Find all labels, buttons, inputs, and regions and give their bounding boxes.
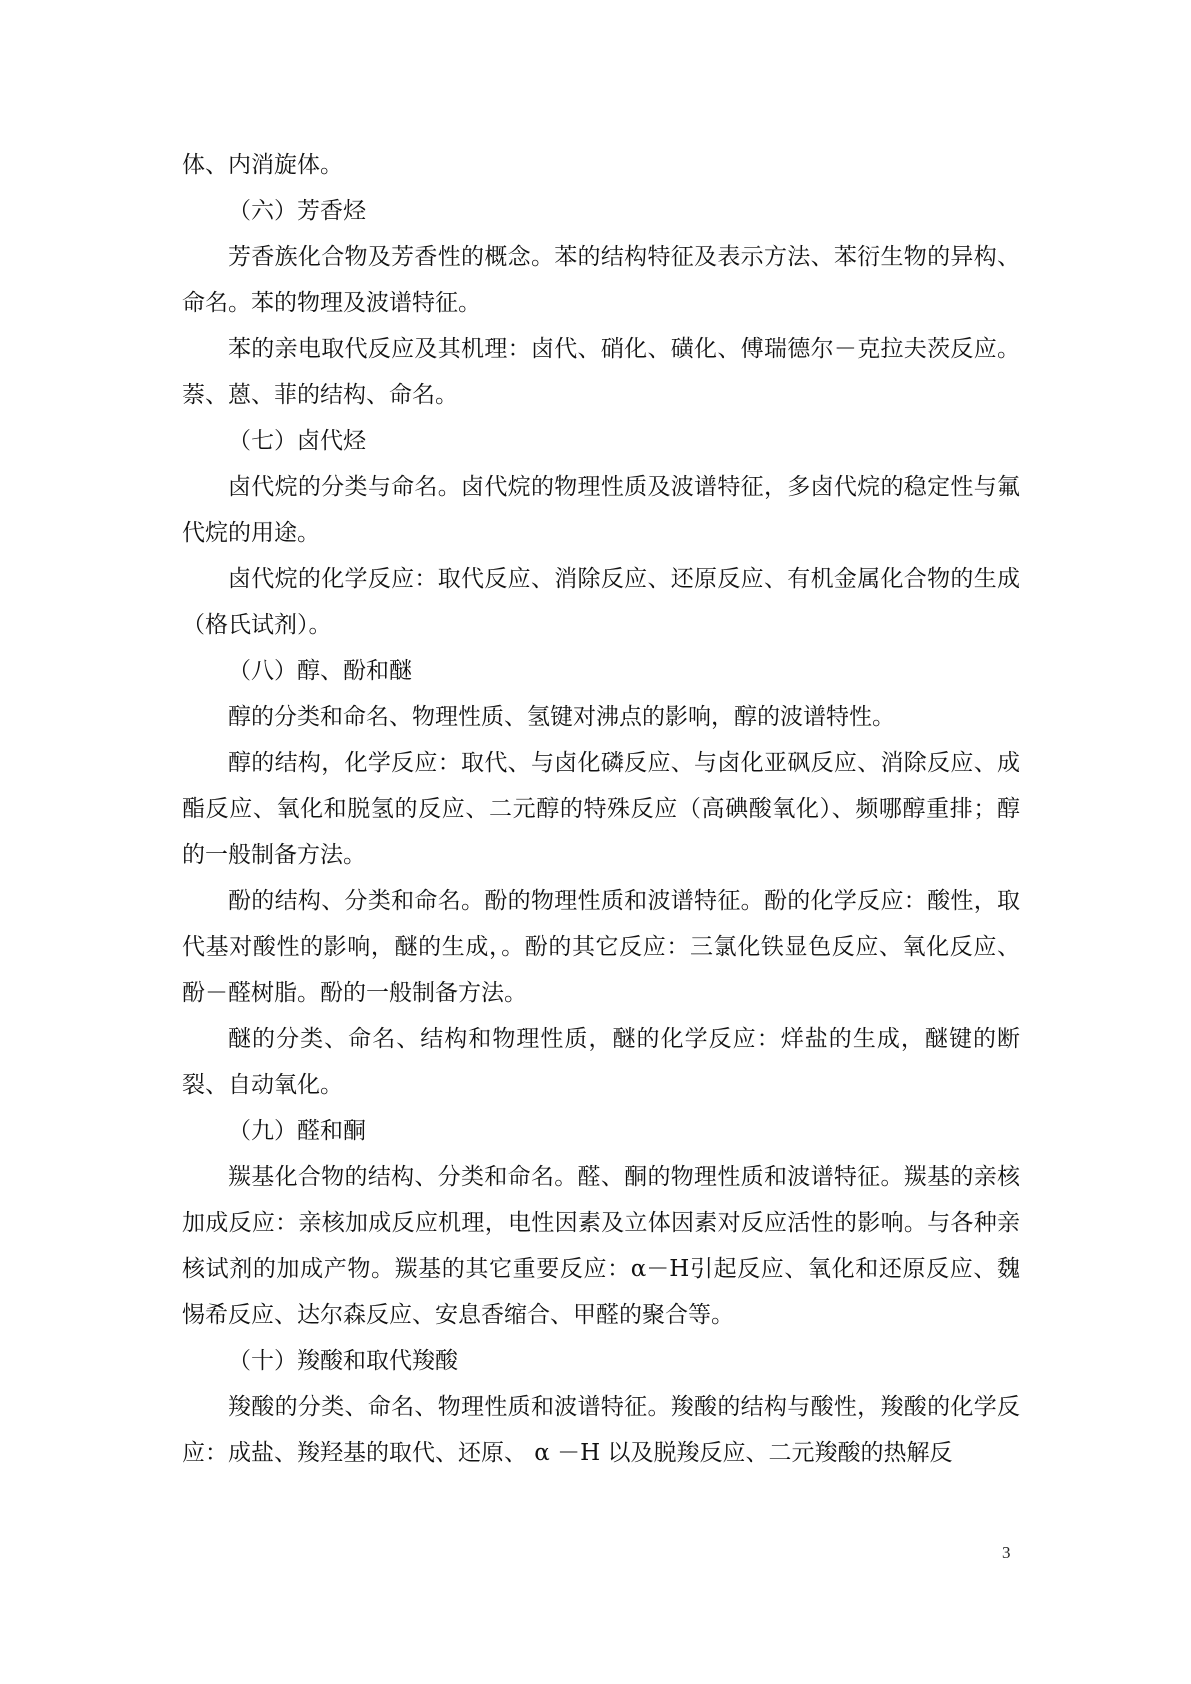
paragraph: 卤代烷的分类与命名。卤代烷的物理性质及波谱特征，多卤代烷的稳定性与氟代烷的用途。 [182, 474, 1020, 546]
paragraph: 醇的分类和命名、物理性质、氢键对沸点的影响，醇的波谱特性。 [228, 704, 895, 730]
section-heading-halogenated-hydrocarbons: （七）卤代烃 [228, 428, 366, 454]
section-heading-alcohols-phenols-ethers: （八）醇、酚和醚 [228, 658, 412, 684]
section-heading-aldehydes-ketones: （九）醛和酮 [228, 1118, 366, 1144]
page-number: 3 [1002, 1543, 1011, 1562]
paragraph-continuation: 体、内消旋体。 [182, 152, 343, 178]
paragraph: 芳香族化合物及芳香性的概念。苯的结构特征及表示方法、苯衍生物的异构、命名。苯的物理及波谱特征。 [182, 244, 1020, 316]
paragraph: 羰基化合物的结构、分类和命名。醛、酮的物理性质和波谱特征。羰基的亲核加成反应：亲核加成反应机理，电性因素及立体因素对反应活性的影响。与各种亲核试剂的加成产物。羰基的其它重要反应：α－H引起反应、氧化和还原反应、魏惕希反应、达尔森反应、安息香缩合、甲醛的聚合等。 [182, 1164, 1020, 1328]
paragraph: 醇的结构，化学反应：取代、与卤化磷反应、与卤化亚砜反应、消除反应、成酯反应、氧化和脱氢的反应、二元醇的特殊反应（高碘酸氧化）、频哪醇重排；醇的一般制备方法。 [182, 750, 1020, 868]
paragraph: 羧酸的分类、命名、物理性质和波谱特征。羧酸的结构与酸性，羧酸的化学反应：成盐、羧羟基的取代、还原、 α －H 以及脱羧反应、二元羧酸的热解反 [182, 1394, 1020, 1466]
section-heading-aromatic-hydrocarbons: （六）芳香烃 [228, 198, 366, 224]
paragraph: 苯的亲电取代反应及其机理：卤代、硝化、磺化、傅瑞德尔－克拉夫茨反应。萘、蒽、菲的结构、命名。 [182, 336, 1020, 408]
paragraph: 卤代烷的化学反应：取代反应、消除反应、还原反应、有机金属化合物的生成（格氏试剂）。 [182, 566, 1020, 638]
document-body [182, 142, 1020, 1476]
section-heading-carboxylic-acids: （十）羧酸和取代羧酸 [228, 1348, 458, 1374]
paragraph: 酚的结构、分类和命名。酚的物理性质和波谱特征。酚的化学反应：酸性，取代基对酸性的影响，醚的生成，。酚的其它反应：三氯化铁显色反应、氧化反应、酚－醛树脂。酚的一般制备方法。 [182, 888, 1020, 1006]
paragraph: 醚的分类、命名、结构和物理性质，醚的化学反应：烊盐的生成，醚键的断裂、自动氧化。 [182, 1026, 1020, 1098]
